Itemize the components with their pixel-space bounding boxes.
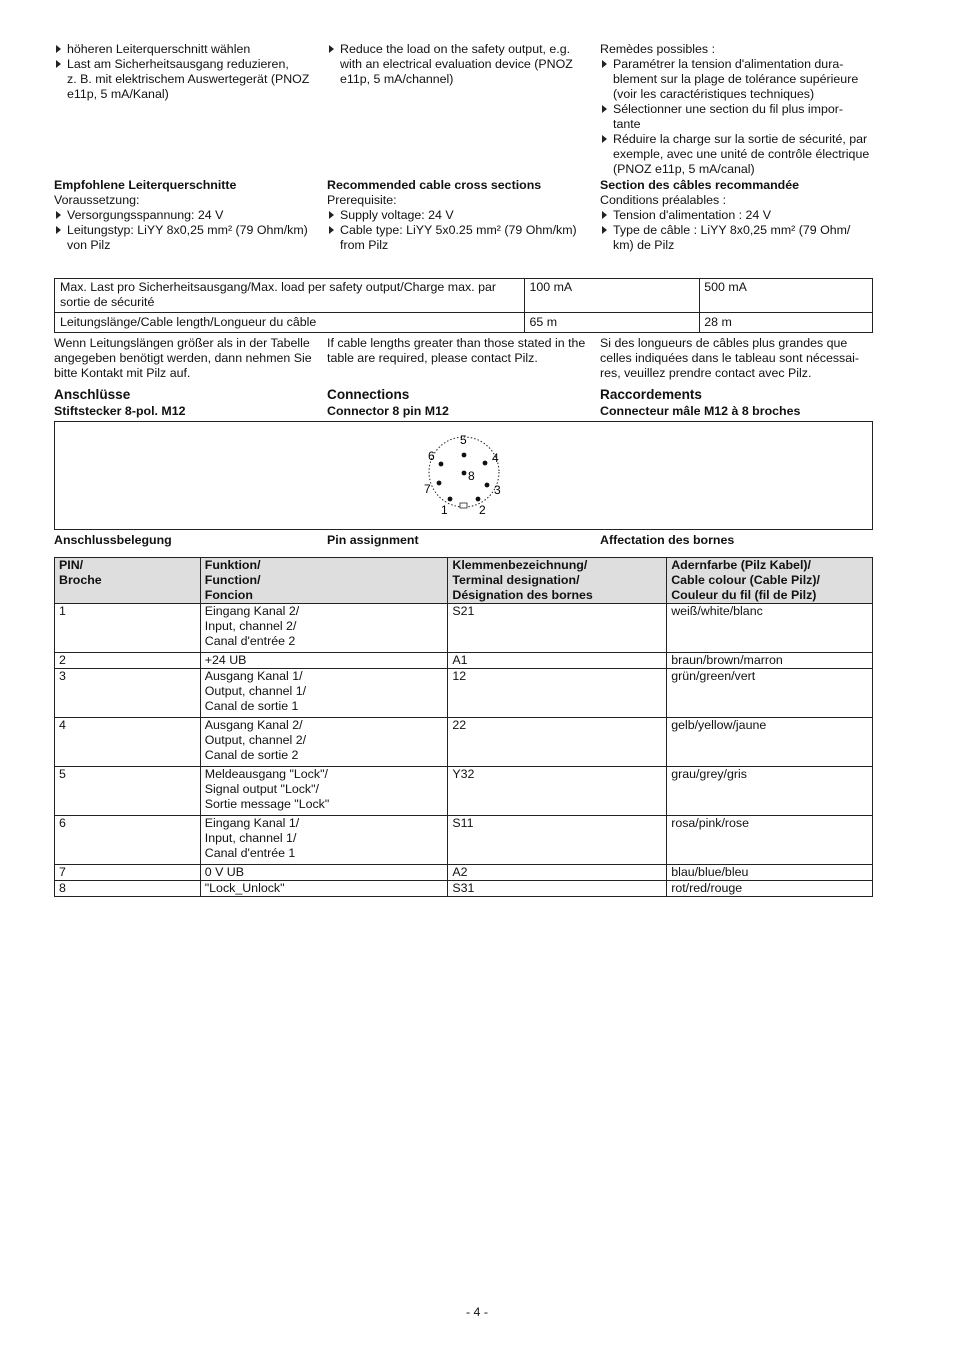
- table-row: [55, 816, 873, 865]
- pin-6-dot: [439, 462, 444, 467]
- terminal-cell: 22: [448, 718, 667, 767]
- pin-label: 8: [468, 469, 475, 483]
- function-cell: Meldeausgang "Lock"/ Signal output "Lock"/ Sortie message "Lock": [200, 767, 448, 816]
- section-intro: Conditions préalables :: [600, 193, 727, 207]
- m12-connector-diagram: [55, 422, 872, 529]
- connections-en: [327, 387, 593, 419]
- list-item: Réduire la charge sur la sortie de sécurité, par exemple, avec une unité de contrôle électrique (PNOZ e11p, 5 mA/canal): [600, 132, 872, 177]
- list-item: Type de câble : LiYY 8x0,25 mm² (79 Ohm/ km) de Pilz: [600, 223, 872, 253]
- section-heading: Connections: [327, 387, 410, 402]
- contact-note-en: [327, 336, 593, 366]
- terminal-cell: S21: [448, 604, 667, 653]
- pin-7-dot: [437, 481, 442, 486]
- table-row: [55, 881, 873, 897]
- pin-assignment-table: [54, 557, 873, 897]
- pin-3-dot: [485, 483, 490, 488]
- pin-cell: 8: [55, 881, 201, 897]
- pin-cell: 4: [55, 718, 201, 767]
- list-item: Cable type: LiYY 5x0.25 mm² (79 Ohm/km) from Pilz: [327, 223, 593, 253]
- pin-4-dot: [483, 461, 488, 466]
- pin-cell: 6: [55, 816, 201, 865]
- header-function: Funktion/ Function/ Foncion: [200, 558, 448, 604]
- contact-note-de: [54, 336, 320, 381]
- pin-cell: 3: [55, 669, 201, 718]
- header-pin: PIN/ Broche: [55, 558, 201, 604]
- terminal-cell: A2: [448, 865, 667, 881]
- table-row: [55, 767, 873, 816]
- pin-diagram-box: [54, 421, 873, 530]
- section-title: Recommended cable cross sections: [327, 178, 542, 192]
- assignment-en: [327, 533, 593, 548]
- list-item: Leitungstyp: LiYY 8x0,25 mm² (79 Ohm/km) von Pilz: [54, 223, 320, 253]
- pin-cell: 7: [55, 865, 201, 881]
- terminal-cell: S11: [448, 816, 667, 865]
- section-subheading: Connecteur mâle M12 à 8 broches: [600, 404, 801, 418]
- pin-label: 1: [441, 503, 448, 517]
- pin-5-dot: [462, 453, 467, 458]
- recommended-fr: [600, 178, 872, 253]
- list-item: Supply voltage: 24 V: [327, 208, 593, 223]
- coding-key: [460, 503, 467, 508]
- header-terminal: Klemmenbezeichnung/ Terminal designation/ Désignation des bornes: [448, 558, 667, 604]
- terminal-cell: 12: [448, 669, 667, 718]
- pin-cell: 2: [55, 653, 201, 669]
- pin-cell: 1: [55, 604, 201, 653]
- remedies-de: [54, 42, 320, 102]
- table-cell: 65 m: [525, 313, 700, 333]
- recommended-de: [54, 178, 320, 253]
- header-colour: Adernfarbe (Pilz Kabel)/ Cable colour (Cable Pilz)/ Couleur du fil (fil de Pilz): [667, 558, 873, 604]
- function-cell: Ausgang Kanal 1/ Output, channel 1/ Canal de sortie 1: [200, 669, 448, 718]
- colour-cell: braun/brown/marron: [667, 653, 873, 669]
- function-cell: Eingang Kanal 2/ Input, channel 2/ Canal d'entrée 2: [200, 604, 448, 653]
- pin-8-dot: [462, 471, 467, 476]
- section-subheading: Pin assignment: [327, 533, 419, 547]
- pin-label: 5: [460, 433, 467, 447]
- function-cell: "Lock_Unlock": [200, 881, 448, 897]
- pin-cell: 5: [55, 767, 201, 816]
- note-text: If cable lengths greater than those stated in the table are required, please contact Pilz.: [327, 336, 586, 365]
- load-table: [54, 278, 873, 333]
- note-text: Wenn Leitungslängen größer als in der Tabelle angegeben benötigt werden, dann nehmen Sie bitte Kontakt mit Pilz auf.: [54, 336, 312, 380]
- table-row: [55, 669, 873, 718]
- function-cell: Ausgang Kanal 2/ Output, channel 2/ Canal de sortie 2: [200, 718, 448, 767]
- pin-label: 7: [424, 482, 431, 496]
- colour-cell: blau/blue/bleu: [667, 865, 873, 881]
- table-row: [55, 313, 873, 333]
- section-title: Empfohlene Leiterquerschnitte: [54, 178, 237, 192]
- table-row: [55, 279, 873, 313]
- connections-de: [54, 387, 320, 419]
- colour-cell: weiß/white/blanc: [667, 604, 873, 653]
- pin-label: 4: [492, 451, 499, 465]
- section-subheading: Stiftstecker 8-pol. M12: [54, 404, 186, 418]
- pin-1-dot: [448, 497, 453, 502]
- table-cell: Max. Last pro Sicherheitsausgang/Max. load per safety output/Charge max. par sortie de sécurité: [55, 279, 525, 313]
- assignment-de: [54, 533, 320, 548]
- terminal-cell: A1: [448, 653, 667, 669]
- function-cell: 0 V UB: [200, 865, 448, 881]
- remedies-fr: [600, 42, 872, 177]
- list-item: Tension d'alimentation : 24 V: [600, 208, 872, 223]
- colour-cell: gelb/yellow/jaune: [667, 718, 873, 767]
- section-intro: Voraussetzung:: [54, 193, 140, 207]
- section-subheading: Affectation des bornes: [600, 533, 735, 547]
- list-item: Last am Sicherheitsausgang reduzieren, z. B. mit elektrischem Auswertegerät (PNOZ e11p, 5 mA/Kanal): [54, 57, 320, 102]
- pin-2-dot: [476, 497, 481, 502]
- section-subheading: Connector 8 pin M12: [327, 404, 449, 418]
- pin-label: 3: [494, 483, 501, 497]
- table-cell: 100 mA: [525, 279, 700, 313]
- list-item: Sélectionner une section du fil plus impor- tante: [600, 102, 872, 132]
- pin-label: 6: [428, 449, 435, 463]
- terminal-cell: Y32: [448, 767, 667, 816]
- recommended-en: [327, 178, 593, 253]
- list-item: Reduce the load on the safety output, e.g. with an electrical evaluation device (PNOZ e11p, 5 mA/channel): [327, 42, 593, 87]
- colour-cell: grau/grey/gris: [667, 767, 873, 816]
- section-heading: Anschlüsse: [54, 387, 131, 402]
- list-item: Paramétrer la tension d'alimentation dura- blement sur la plage de tolérance supérieure (voir les caractéristiques techniques): [600, 57, 872, 102]
- section-intro: Prerequisite:: [327, 193, 397, 207]
- table-header-row: [55, 558, 873, 604]
- terminal-cell: S31: [448, 881, 667, 897]
- section-title: Section des câbles recommandée: [600, 178, 800, 192]
- section-subheading: Anschlussbelegung: [54, 533, 172, 547]
- remedies-intro: Remèdes possibles :: [600, 42, 716, 56]
- pin-label: 2: [479, 503, 486, 517]
- table-cell: Leitungslänge/Cable length/Longueur du câble: [55, 313, 525, 333]
- table-cell: 28 m: [700, 313, 873, 333]
- function-cell: Eingang Kanal 1/ Input, channel 1/ Canal d'entrée 1: [200, 816, 448, 865]
- section-heading: Raccordements: [600, 387, 702, 402]
- page-number: - 4 -: [465, 1305, 489, 1319]
- table-row: [55, 865, 873, 881]
- note-text: Si des longueurs de câbles plus grandes que celles indiquées dans le tableau sont nécessai- res, veuillez prendre contact avec Pilz.: [600, 336, 859, 380]
- remedies-en: [327, 42, 593, 87]
- table-row: [55, 653, 873, 669]
- list-item: höheren Leiterquerschnitt wählen: [54, 42, 320, 57]
- table-cell: 500 mA: [700, 279, 873, 313]
- connections-fr: [600, 387, 872, 419]
- colour-cell: rosa/pink/rose: [667, 816, 873, 865]
- contact-note-fr: [600, 336, 872, 381]
- assignment-fr: [600, 533, 872, 548]
- function-cell: +24 UB: [200, 653, 448, 669]
- table-row: [55, 604, 873, 653]
- colour-cell: rot/red/rouge: [667, 881, 873, 897]
- list-item: Versorgungsspannung: 24 V: [54, 208, 320, 223]
- colour-cell: grün/green/vert: [667, 669, 873, 718]
- table-row: [55, 718, 873, 767]
